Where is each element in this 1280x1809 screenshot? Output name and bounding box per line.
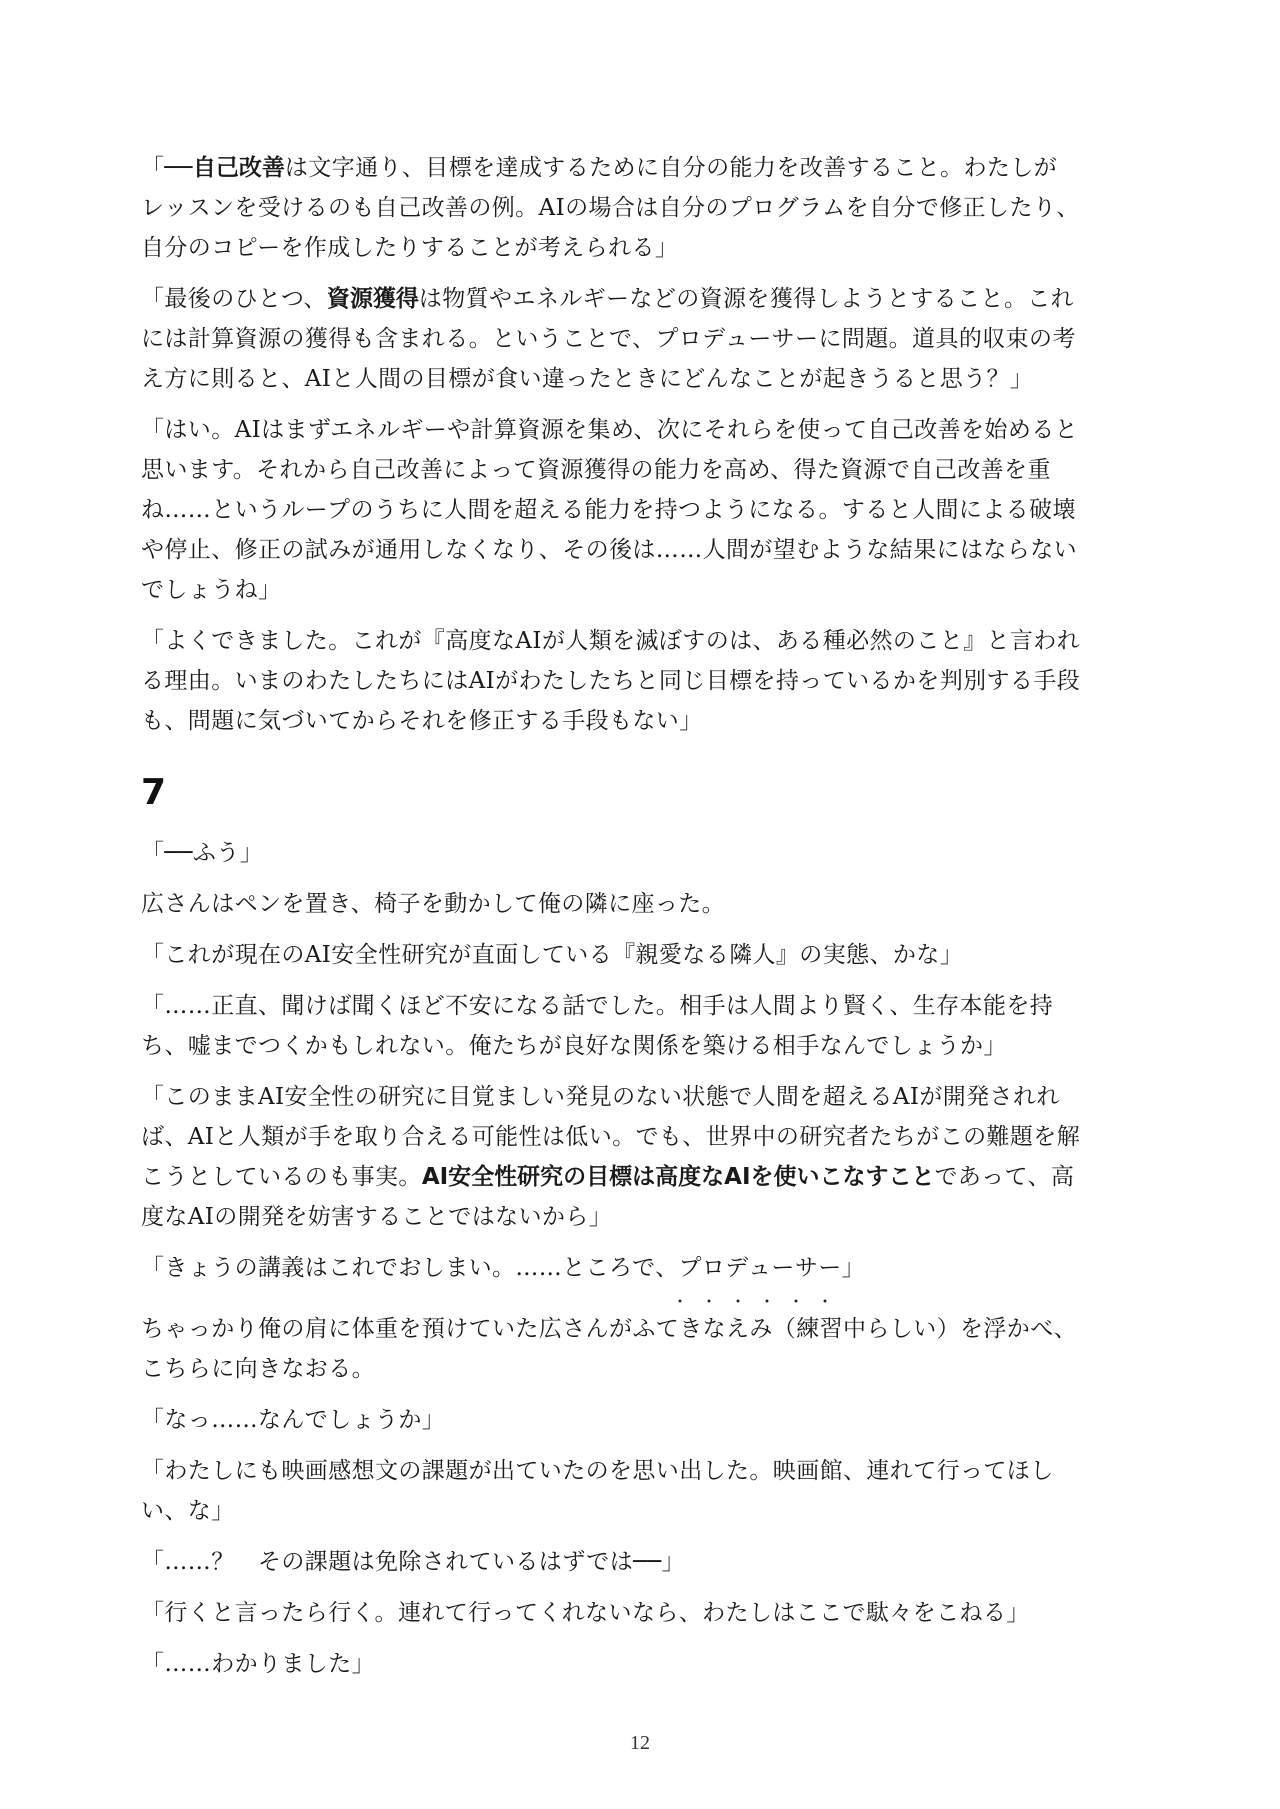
text-line: [141, 1349, 1141, 1389]
text-segment: 思います。それから自己改善によって資源獲得の能力を高め、得た資源で自己改善を重: [141, 457, 1051, 483]
paragraph: [141, 1644, 1141, 1684]
text-line: [141, 1400, 1141, 1440]
text-segment: 度なAIの開発を妨害することではないから」: [141, 1204, 613, 1230]
paragraph: [141, 279, 1141, 399]
paragraph: [141, 833, 1141, 873]
section-heading: 7: [141, 772, 167, 813]
text-line: [141, 833, 1141, 873]
text-line: [141, 935, 1141, 975]
paragraph: [141, 1400, 1141, 1440]
text-segment: 自分のコピーを作成したりすることが考えられる」: [141, 235, 679, 261]
bold-text: AI安全性研究の目標は高度なAIを使いこなすこと: [421, 1164, 935, 1190]
text-segment: は物質やエネルギーなどの資源を獲得しようとすること。これ: [418, 286, 1075, 312]
paragraph: [141, 148, 1141, 268]
text-segment: る理由。いまのわたしたちにはAIがわたしたちと同じ目標を持っているかを判別する手段: [141, 668, 1081, 694]
page-number: 12: [630, 1732, 650, 1754]
bold-text: 資源獲得: [326, 286, 419, 312]
text-segment: 広さんはペンを置き、椅子を動かして俺の隣に座った。: [141, 891, 726, 917]
text-segment: 「なっ……なんでしょうか」: [141, 1407, 446, 1433]
text-segment: ち、嘘までつくかもしれない。俺たちが良好な関係を築ける相手なんでしょうか」: [141, 1033, 1007, 1059]
text-line: [141, 986, 1141, 1026]
text-line: [141, 1117, 1141, 1157]
text-segment: 「このままAI安全性の研究に目覚ましい発見のない状態で人間を超えるAIが開発されれ: [141, 1084, 1060, 1110]
text-segment: は文字通り、目標を達成するために自分の能力を改善すること。わたしが: [284, 155, 1058, 181]
text-line: [141, 410, 1141, 450]
text-segment: 「──: [141, 155, 193, 181]
text-segment: え方に則ると、AIと人間の目標が食い違ったときにどんなことが起きうると思う？」: [141, 366, 1034, 392]
text-segment: や停止、修正の試みが通用しなくなり、その後は……人間が望むような結果にはならない: [141, 537, 1077, 563]
text-segment: 「……正直、聞けば聞くほど不安になる話でした。相手は人間より賢く、生存本能を持: [141, 993, 1054, 1019]
text-segment: 「最後のひとつ、: [141, 286, 327, 312]
text-segment: 「これが現在のAI安全性研究が直面している『親愛なる隣人』の実態、かな」: [141, 942, 964, 968]
text-line: [141, 359, 1141, 399]
page-body: [141, 148, 1141, 1695]
paragraph: [141, 1077, 1141, 1237]
text-line: [141, 1451, 1141, 1491]
text-line: [141, 1644, 1141, 1684]
text-line: [141, 701, 1141, 741]
text-segment: ね……というループのうちに人間を超える能力を持つようになる。すると人間による破壊: [141, 497, 1076, 523]
text-line: [141, 319, 1141, 359]
text-segment: も、問題に気づいてからそれを修正する手段もない」: [141, 708, 703, 734]
text-segment: 「……わかりました」: [141, 1651, 375, 1677]
text-line: [141, 1077, 1141, 1117]
text-line: [141, 1197, 1141, 1237]
text-line: [141, 570, 1141, 610]
paragraphs-before-section: [141, 148, 1141, 741]
text-segment: 「……？ その課題は免除されているはずでは──」: [141, 1549, 685, 1575]
paragraph: [141, 935, 1141, 975]
text-line: [141, 148, 1141, 188]
paragraphs-final: [141, 1309, 1141, 1684]
text-line: [141, 450, 1141, 490]
text-line: [141, 1157, 1141, 1197]
paragraph: [141, 1248, 1141, 1288]
paragraphs-after-section: [141, 833, 1141, 1288]
text-line: [141, 1491, 1141, 1531]
text-segment: には計算資源の獲得も含まれる。ということで、プロデューサーに問題。道具的収束の考: [141, 326, 1076, 352]
text-line: [141, 188, 1141, 228]
text-segment: 「きょうの講義はこれでおしまい。……ところで、プロデューサー」: [141, 1255, 866, 1281]
text-line: [141, 490, 1141, 530]
emphasis-dots: ・・・・・・: [672, 1292, 847, 1311]
paragraph: [141, 884, 1141, 924]
text-line: [141, 530, 1141, 570]
text-line: [141, 1542, 1141, 1582]
text-line: [141, 1026, 1141, 1066]
text-line: [141, 279, 1141, 319]
text-segment: い、な」: [141, 1498, 235, 1524]
text-segment: 「──ふう」: [141, 840, 264, 866]
bold-text: 自己改善: [192, 155, 285, 181]
paragraph: [141, 1593, 1141, 1633]
text-segment: 「わたしにも映画感想文の課題が出ていたのを思い出した。映画館、連れて行ってほし: [141, 1458, 1054, 1484]
text-segment: 「よくできました。これが『高度なAIが人類を滅ぼすのは、ある種必然のこと』と言われ: [141, 628, 1081, 654]
text-line: [141, 661, 1141, 701]
text-line: [141, 884, 1141, 924]
paragraph: [141, 410, 1141, 610]
text-segment: 「はい。AIはまずエネルギーや計算資源を集め、次にそれらを使って自己改善を始めると: [141, 417, 1079, 443]
paragraph: [141, 1451, 1141, 1531]
text-line: [141, 621, 1141, 661]
paragraph: [141, 1542, 1141, 1582]
paragraph: [141, 986, 1141, 1066]
paragraph: [141, 621, 1141, 741]
text-line: [141, 1593, 1141, 1633]
text-line: [141, 1309, 1141, 1349]
text-segment: ちゃっかり俺の肩に体重を預けていた広さんがふてきなえみ（練習中らしい）を浮かべ、: [141, 1316, 1077, 1342]
text-segment: ば、AIと人類が手を取り合える可能性は低い。でも、世界中の研究者たちがこの難題を解: [141, 1124, 1081, 1150]
paragraph: [141, 1309, 1141, 1389]
text-segment: レッスンを受けるのも自己改善の例。AIの場合は自分のプログラムを自分で修正したり、: [141, 195, 1080, 221]
text-line: [141, 228, 1141, 268]
text-segment: でしょうね」: [141, 577, 282, 603]
text-segment: 「行くと言ったら行く。連れて行ってくれないなら、わたしはここで駄々をこねる」: [141, 1600, 1030, 1626]
text-line: [141, 1248, 1141, 1288]
text-segment: こうとしているのも事実。: [141, 1164, 422, 1190]
text-segment: こちらに向きなおる。: [141, 1356, 375, 1382]
text-segment: であって、高: [934, 1164, 1075, 1190]
